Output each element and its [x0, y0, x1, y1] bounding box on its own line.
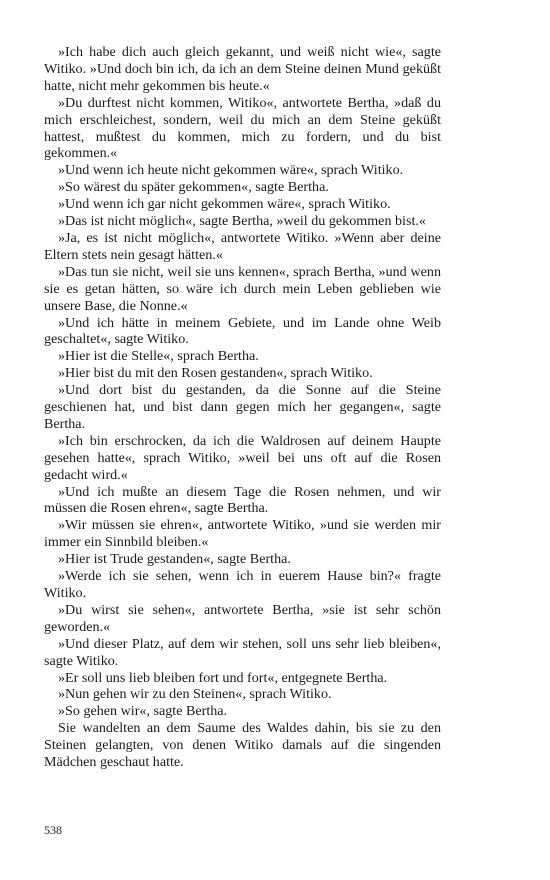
paragraph: »So wärest du später gekommen«, sagte Bertha.	[58, 179, 329, 196]
paragraph: »Du wirst sie sehen«, antwortete Bertha, »sie ist sehr schön geworden.«	[44, 601, 441, 635]
paragraph: »Und wenn ich heute nicht gekommen wäre«, sprach Witiko.	[58, 162, 404, 179]
page-number: 538	[44, 823, 62, 837]
paragraph: »Werde ich sie sehen, wenn ich in euerem Hause bin?« fragte Witiko.	[44, 568, 441, 601]
paragraph: »Ich bin erschrocken, da ich die Waldrosen auf deinem Haupte gesehen hatte«, sprach Witiko, »weil bei uns oft auf die Rosen gedacht wird.«	[44, 432, 441, 483]
paragraph: »Und ich hätte in meinem Gebiete, und im Lande ohne Weib geschaltet«, sagte Witiko.	[44, 314, 441, 348]
paragraph: »Und wenn ich gar nicht gekommen wäre«, sprach Witiko.	[58, 196, 391, 213]
paragraph: »Das tun sie nicht, weil sie uns kennen«, sprach Bertha, »und wenn sie es getan hätten, so wäre ich durch mein Leben geblieben wie unsere Base, die Nonne.«	[44, 263, 441, 314]
body-text	[44, 44, 441, 771]
paragraph: »Hier bist du mit den Rosen gestanden«, sprach Witiko.	[58, 365, 373, 382]
paragraph: »Er soll uns lieb bleiben fort und fort«, entgegnete Bertha.	[58, 669, 388, 686]
paragraph: »Das ist nicht möglich«, sagte Bertha, »weil du gekommen bist.«	[58, 213, 426, 230]
paragraph: »Du durftest nicht kommen, Witiko«, antwortete Bertha, »daß du mich erschleichest, sondern, weil du mich an dem Steine geküßt hattest, mußtest du kommen, mich zu fordern, und du bist gekommen.«	[44, 94, 441, 162]
paragraph: »So gehen wir«, sagte Bertha.	[58, 703, 228, 720]
paragraph: »Hier ist Trude gestanden«, sagte Bertha.	[58, 551, 291, 568]
paragraph: Sie wandelten an dem Saume des Waldes dahin, bis sie zu den Steinen gelangten, von denen Witiko damals auf die singenden Mädchen geschaut hatte.	[44, 720, 441, 771]
paragraph: »Nun gehen wir zu den Steinen«, sprach Witiko.	[58, 686, 332, 703]
paragraph: »Und dieser Platz, auf dem wir stehen, soll uns sehr lieb bleiben«, sagte Witiko.	[44, 635, 441, 669]
paragraph: »Und ich mußte an diesem Tage die Rosen nehmen, und wir müssen die Rosen ehren«, sagte Bertha.	[44, 483, 441, 517]
paragraph: »Hier ist die Stelle«, sprach Bertha.	[58, 348, 259, 365]
paragraph: »Ja, es ist nicht möglich«, antwortete Witiko. »Wenn aber deine Eltern stets nein gesagt hätten.«	[44, 229, 441, 263]
paragraph: »Und dort bist du gestanden, da die Sonne auf die Steine geschienen hat, und bist dann gegen mich her gegangen«, sagte Bertha.	[44, 382, 441, 432]
paragraph: »Wir müssen sie ehren«, antwortete Witiko, »und sie werden mir immer ein Sinnbild bleiben.«	[44, 517, 441, 551]
paragraph: »Ich habe dich auch gleich gekannt, und weiß nicht wie«, sagte Witiko. »Und doch bin ich, da ich an dem Steine deinen Mund geküßt hatte, nicht mehr gekommen bis heute.«	[44, 44, 441, 94]
